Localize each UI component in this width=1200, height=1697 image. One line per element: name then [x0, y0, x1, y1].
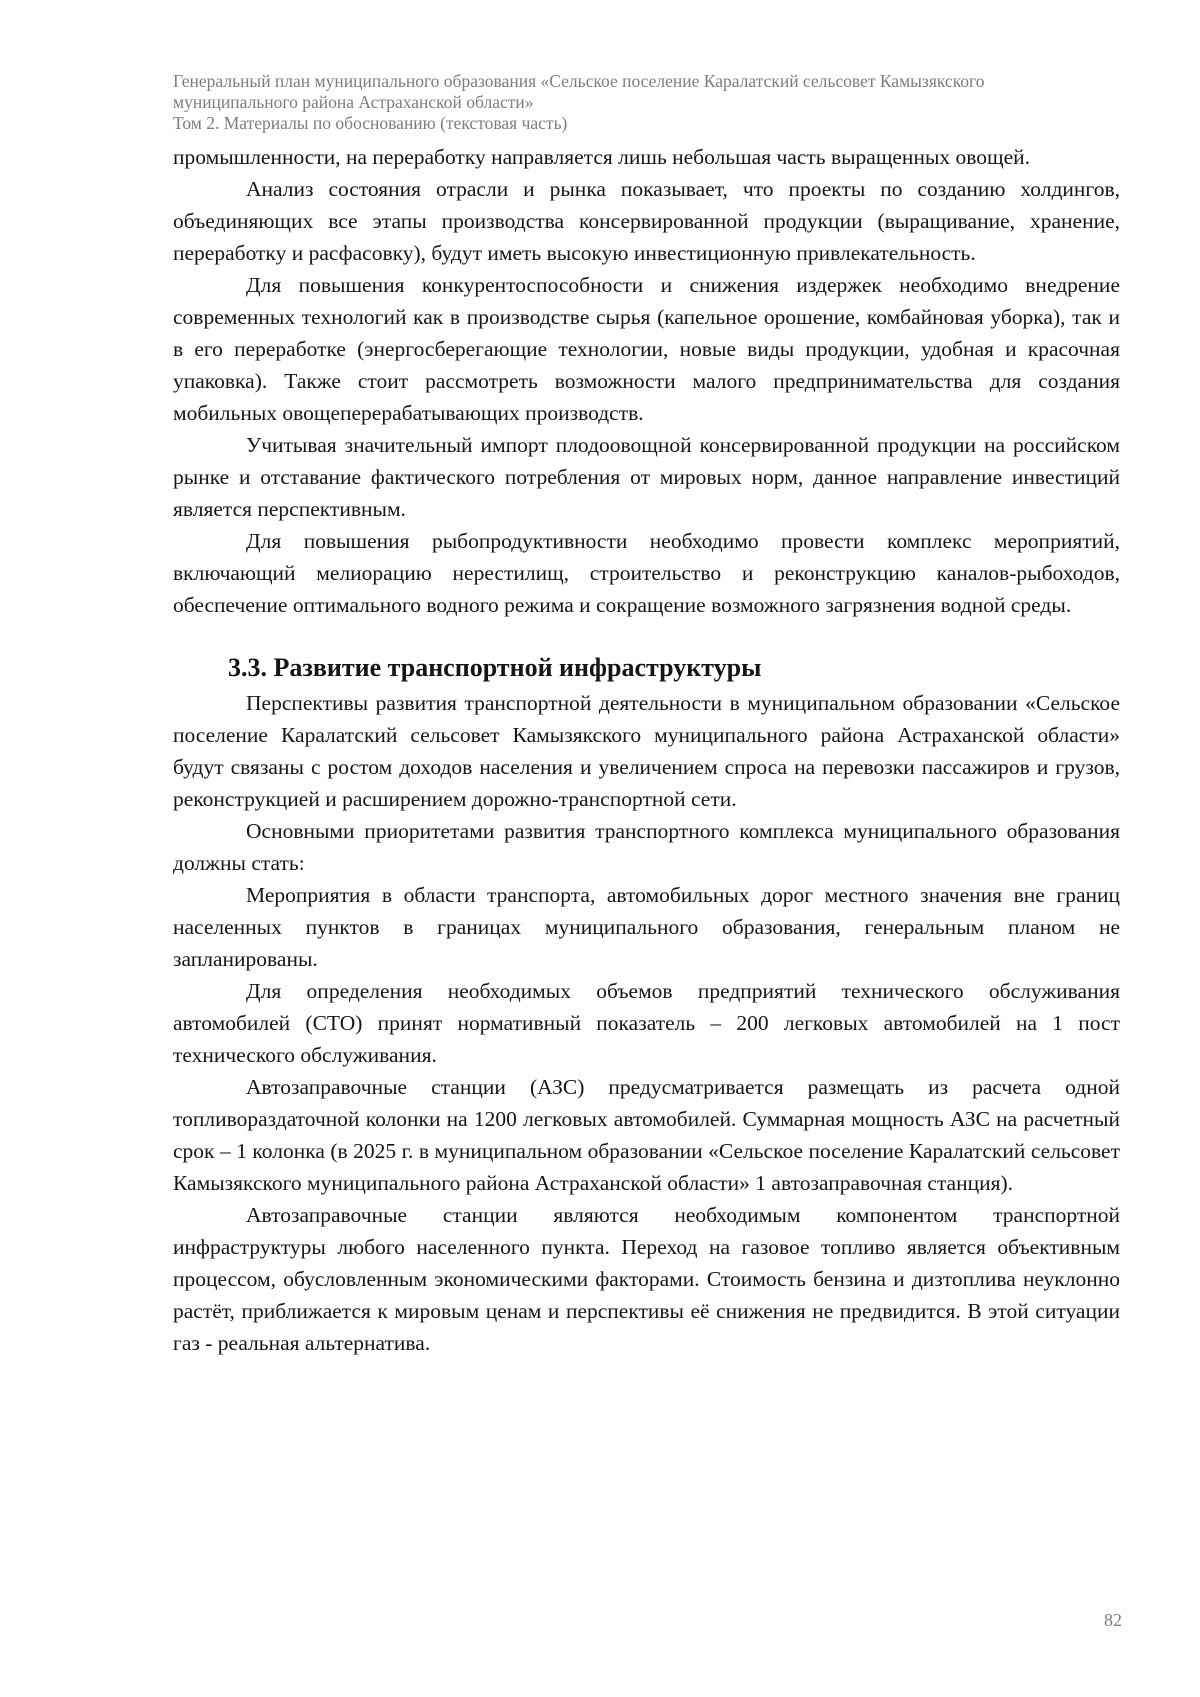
header-line-3: Том 2. Материалы по обоснованию (текстовая часть) — [173, 113, 568, 133]
paragraph: Основными приоритетами развития транспортного комплекса муниципального образования должны стать: — [173, 819, 1120, 875]
paragraph: промышленности, на переработку направляется лишь небольшая часть выращенных овощей. — [173, 145, 1030, 169]
paragraph: Для повышения конкурентоспособности и снижения издержек необходимо внедрение современных технологий как в производстве сырья (капельное орошение, комбайновая уборка), так и в его переработке (энергосберегающие технологии, новые виды продукции, удобная и красочная упаковка). Также стоит рассмотреть возможности малого предпринимательства для создания мобильных овощеперерабатывающих производств. — [173, 273, 1120, 425]
paragraph: Мероприятия в области транспорта, автомобильных дорог местного значения вне границ населенных пунктов в границах муниципального образования, генеральным планом не запланированы. — [173, 883, 1120, 971]
paragraph: Перспективы развития транспортной деятельности в муниципальном образовании «Сельское поселение Каралатский сельсовет Камызякского муниципального района Астраханской области» будут связаны с ростом доходов населения и увеличением спроса на перевозки пассажиров и грузов, реконструкцией и расширением дорожно-транспортной сети. — [173, 691, 1120, 811]
page-number: 82 — [1104, 1610, 1122, 1630]
running-header — [173, 71, 1123, 134]
paragraph: Для повышения рыбопродуктивности необходимо провести комплекс мероприятий, включающий мелиорацию нерестилищ, строительство и реконструкцию каналов-рыбоходов, обеспечение оптимального водного режима и сокращение возможного загрязнения водной среды. — [173, 529, 1120, 617]
paragraph: Автозаправочные станции являются необходимым компонентом транспортной инфраструктуры любого населенного пункта. Переход на газовое топливо является объективным процессом, обусловленным экономическими факторами. Стоимость бензина и дизтоплива неуклонно растёт, приближается к мировым ценам и перспективы её снижения не предвидится. В этой ситуации газ - реальная альтернатива. — [173, 1203, 1120, 1355]
section-heading: 3.3. Развитие транспортной инфраструктуры — [228, 653, 762, 682]
header-line-1: Генеральный план муниципального образования «Сельское поселение Каралатский сельсовет Камызякского — [173, 71, 985, 91]
paragraph: Автозаправочные станции (АЗС) предусматривается размещать из расчета одной топливораздаточной колонки на 1200 легковых автомобилей. Суммарная мощность АЗС на расчетный срок – 1 колонка (в 2025 г. в муниципальном образовании «Сельское поселение Каралатский сельсовет Камызякского муниципального района Астраханской области» 1 автозаправочная станция). — [173, 1075, 1120, 1195]
paragraph: Для определения необходимых объемов предприятий технического обслуживания автомобилей (СТО) принят нормативный показатель – 200 легковых автомобилей на 1 пост технического обслуживания. — [173, 979, 1120, 1067]
paragraph: Анализ состояния отрасли и рынка показывает, что проекты по созданию холдингов, объединяющих все этапы производства консервированной продукции (выращивание, хранение, переработку и расфасовку), будут иметь высокую инвестиционную привлекательность. — [173, 177, 1120, 265]
header-line-2: муниципального района Астраханской области» — [173, 92, 534, 112]
paragraph: Учитывая значительный импорт плодоовощной консервированной продукции на российском рынке и отставание фактического потребления от мировых норм, данное направление инвестиций является перспективным. — [173, 433, 1120, 521]
document-body — [173, 141, 1120, 1359]
